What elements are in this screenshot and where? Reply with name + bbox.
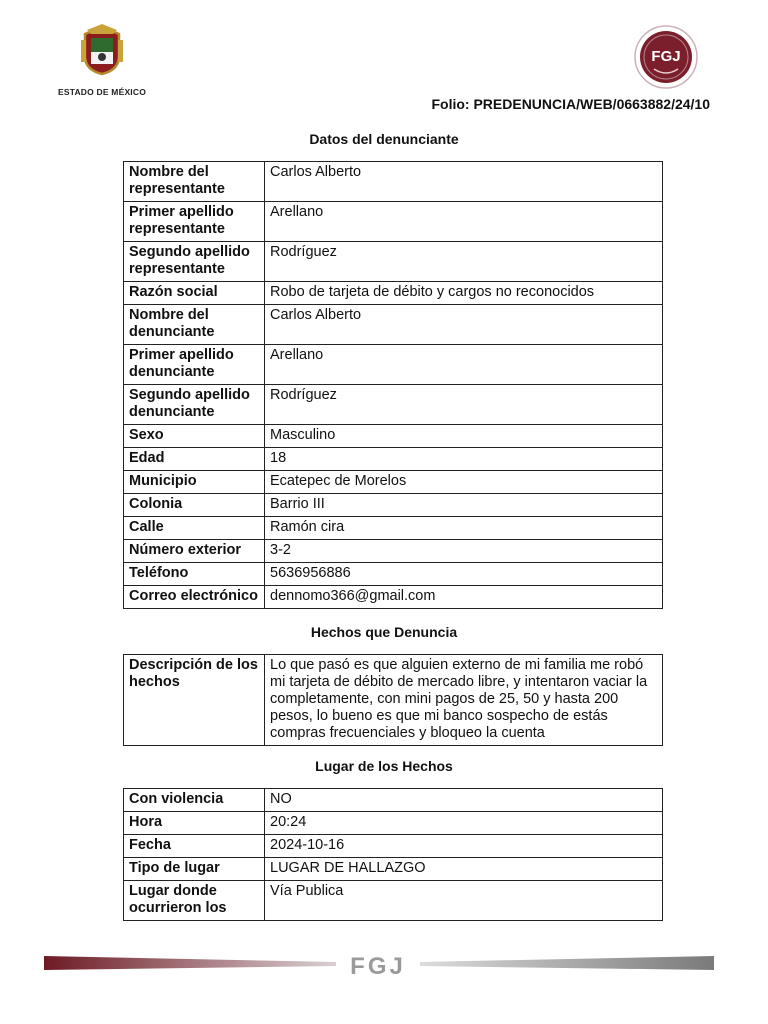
table-row bbox=[124, 471, 663, 494]
table-row bbox=[124, 586, 663, 609]
field-label: Segundo apellido representante bbox=[124, 242, 265, 282]
field-label: Tipo de lugar bbox=[124, 858, 265, 881]
table-row bbox=[124, 494, 663, 517]
table-row bbox=[124, 835, 663, 858]
field-value: LUGAR DE HALLAZGO bbox=[265, 858, 663, 881]
field-label: Colonia bbox=[124, 494, 265, 517]
field-label: Nombre del denunciante bbox=[124, 305, 265, 345]
field-value: 3-2 bbox=[265, 540, 663, 563]
field-value: 18 bbox=[265, 448, 663, 471]
section-title-lugar: Lugar de los Hechos bbox=[315, 758, 453, 774]
field-value: Carlos Alberto bbox=[265, 305, 663, 345]
fgj-seal-text: FGJ bbox=[651, 48, 681, 65]
table-row bbox=[124, 881, 663, 921]
field-label: Número exterior bbox=[124, 540, 265, 563]
footer-band bbox=[40, 946, 720, 986]
estado-de-mexico-logo bbox=[52, 24, 152, 97]
field-value: Arellano bbox=[265, 202, 663, 242]
field-label: Teléfono bbox=[124, 563, 265, 586]
table-row bbox=[124, 563, 663, 586]
field-value: NO bbox=[265, 789, 663, 812]
field-label: Municipio bbox=[124, 471, 265, 494]
field-value: 20:24 bbox=[265, 812, 663, 835]
field-value: Arellano bbox=[265, 345, 663, 385]
table-row bbox=[124, 242, 663, 282]
field-label: Segundo apellido denunciante bbox=[124, 385, 265, 425]
field-value: dennomo366@gmail.com bbox=[265, 586, 663, 609]
section-title-hechos: Hechos que Denuncia bbox=[310, 624, 458, 640]
field-value: Vía Publica bbox=[265, 881, 663, 921]
denunciante-table bbox=[123, 161, 663, 609]
field-label: Primer apellido representante bbox=[124, 202, 265, 242]
field-label: Sexo bbox=[124, 425, 265, 448]
table-row bbox=[124, 812, 663, 835]
field-value: Robo de tarjeta de débito y cargos no reconocidos bbox=[265, 282, 663, 305]
coat-of-arms-icon bbox=[77, 24, 127, 76]
field-value: Rodríguez bbox=[265, 385, 663, 425]
table-row bbox=[124, 305, 663, 345]
field-label: Primer apellido denunciante bbox=[124, 345, 265, 385]
field-label: Con violencia bbox=[124, 789, 265, 812]
field-value: Masculino bbox=[265, 425, 663, 448]
state-label: ESTADO DE MÉXICO bbox=[57, 87, 147, 97]
table-row bbox=[124, 425, 663, 448]
field-value: Rodríguez bbox=[265, 242, 663, 282]
hechos-table bbox=[123, 654, 663, 746]
field-label: Lugar donde ocurrieron los bbox=[124, 881, 265, 921]
field-label: Edad bbox=[124, 448, 265, 471]
table-row bbox=[124, 282, 663, 305]
field-label: Calle bbox=[124, 517, 265, 540]
field-label: Hora bbox=[124, 812, 265, 835]
section-title-denunciante: Datos del denunciante bbox=[309, 131, 459, 147]
table-row bbox=[124, 385, 663, 425]
table-row bbox=[124, 540, 663, 563]
field-value: Barrio III bbox=[265, 494, 663, 517]
table-row bbox=[124, 345, 663, 385]
table-row bbox=[124, 858, 663, 881]
field-label: Razón social bbox=[124, 282, 265, 305]
table-row bbox=[124, 448, 663, 471]
lugar-table bbox=[123, 788, 663, 921]
field-label: Fecha bbox=[124, 835, 265, 858]
fgj-seal-logo bbox=[630, 25, 702, 89]
table-row bbox=[124, 789, 663, 812]
field-label: Correo electrónico bbox=[124, 586, 265, 609]
table-row bbox=[124, 202, 663, 242]
field-label: Descripción de los hechos bbox=[124, 655, 265, 746]
field-value: Ramón cira bbox=[265, 517, 663, 540]
field-value: Carlos Alberto bbox=[265, 162, 663, 202]
table-row bbox=[124, 517, 663, 540]
field-value: 5636956886 bbox=[265, 563, 663, 586]
field-value: 2024-10-16 bbox=[265, 835, 663, 858]
field-value: Ecatepec de Morelos bbox=[265, 471, 663, 494]
field-value: Lo que pasó es que alguien externo de mi familia me robó mi tarjeta de débito de mercado libre, y intentaron vaciar la completamente, con mini pagos de 25, 50 y hasta 200 pesos, lo bueno es que mi banco sospecho de estás compras frecuenciales y bloqueo la cuenta bbox=[265, 655, 663, 746]
footer-fgj-logo: FGJ bbox=[350, 953, 406, 980]
field-label: Nombre del representante bbox=[124, 162, 265, 202]
table-row bbox=[124, 162, 663, 202]
table-row bbox=[124, 655, 663, 746]
folio-number: Folio: PREDENUNCIA/WEB/0663882/24/10 bbox=[431, 96, 710, 112]
